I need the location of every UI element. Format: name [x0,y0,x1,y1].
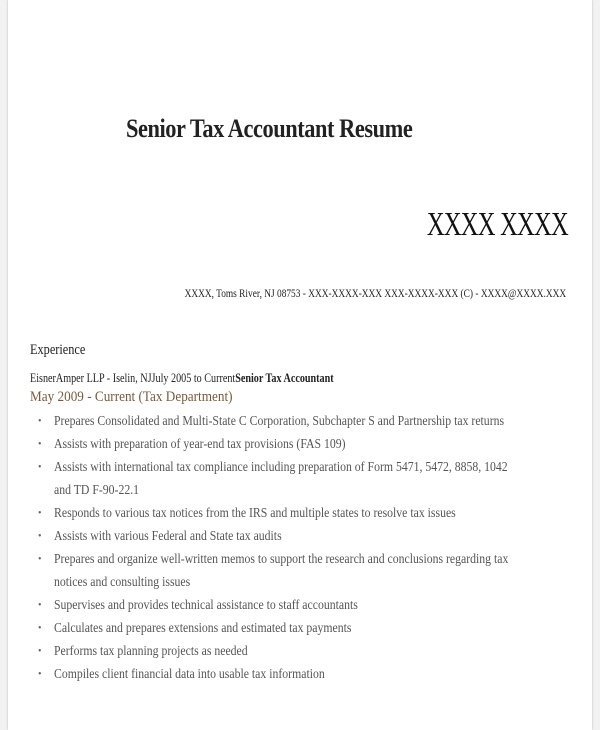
duty-text: Assists with various Federal and State tax audits [54,529,282,544]
experience-heading: Experience [30,342,86,358]
duty-item [38,663,558,686]
employment-period: May 2009 - Current (Tax Department) [30,389,233,405]
duties-list [38,410,558,686]
duty-item [38,502,558,525]
duty-text: Prepares Consolidated and Multi-State C Corporation, Subchapter S and Partnership tax returns [54,414,505,429]
bullet-icon: • [38,531,42,542]
document-title: Senior Tax Accountant Resume [126,114,413,143]
duty-item [38,433,558,456]
duty-text: Responds to various tax notices from the IRS and multiple states to resolve tax issues [54,506,456,521]
bullet-icon: • [38,669,42,680]
resume-page [8,0,592,730]
duty-item [38,525,558,548]
duty-item [38,456,558,502]
bullet-icon: • [38,508,42,519]
employer-name: EisnerAmper LLP - Iselin, NJJuly 2005 to Current [30,370,236,385]
job-title: Senior Tax Accountant [235,370,334,385]
employer-line [30,370,334,386]
bullet-icon: • [38,646,42,657]
duty-item [38,617,558,640]
duty-item [38,640,558,663]
duty-item [38,410,558,433]
bullet-icon: • [38,439,42,450]
bullet-icon: • [38,600,42,611]
bullet-icon: • [38,623,42,634]
duty-text: Prepares and organize well-written memos to support the research and conclusions regarding tax notices and consulting issues [54,552,509,590]
contact-line: XXXX, Toms River, NJ 08753 - XXX-XXXX-XXX XXX-XXXX-XXX (C) - XXXX@XXXX.XXX [184,286,566,300]
duty-text: Performs tax planning projects as needed [54,644,248,659]
candidate-name: XXXX XXXX [426,206,568,243]
duty-item [38,548,558,594]
bullet-icon: • [38,416,42,427]
duty-text: Calculates and prepares extensions and estimated tax payments [54,621,352,636]
duty-text: Assists with international tax compliance including preparation of Form 5471, 5472, 8858, 1042 and TD F-90-22.1 [54,460,508,498]
duty-text: Assists with preparation of year-end tax provisions (FAS 109) [54,437,346,452]
bullet-icon: • [38,462,42,473]
duty-text: Supervises and provides technical assistance to staff accountants [54,598,358,613]
bullet-icon: • [38,554,42,565]
duty-text: Compiles client financial data into usable tax information [54,667,325,682]
duty-item [38,594,558,617]
